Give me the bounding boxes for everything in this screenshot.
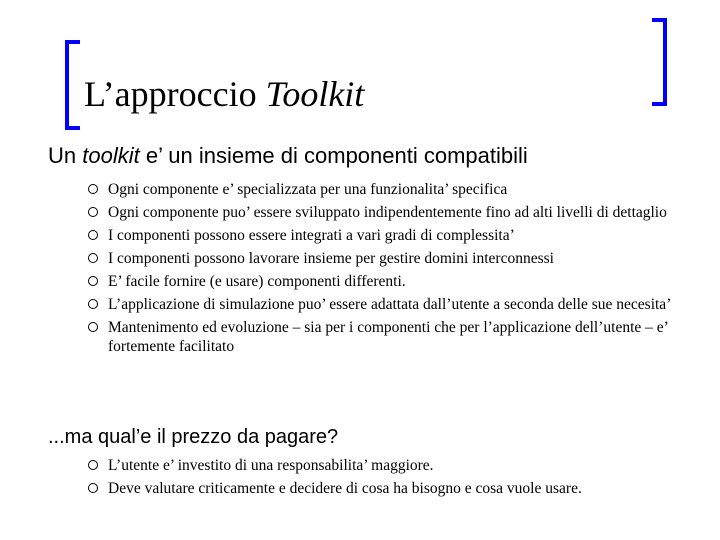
list-item bbox=[88, 227, 688, 246]
list-item bbox=[88, 181, 688, 200]
list-item bbox=[88, 480, 688, 499]
circle-bullet-icon bbox=[88, 322, 98, 332]
right-bracket-decoration bbox=[650, 18, 669, 106]
heading1-pre: Un bbox=[48, 143, 83, 168]
title-italic-text: Toolkit bbox=[265, 74, 365, 114]
list-item bbox=[88, 273, 688, 292]
slide-title bbox=[84, 70, 364, 118]
list-item bbox=[88, 204, 688, 223]
circle-bullet-icon bbox=[88, 460, 98, 470]
section-heading-price: ...ma qual’e il prezzo da pagare? bbox=[48, 426, 339, 448]
list-item bbox=[88, 457, 688, 476]
list-item-text: Mantenimento ed evoluzione – sia per i componenti che per l’applicazione dell’utente – e’ fortemente facilitato bbox=[108, 319, 668, 355]
list-item-text: E’ facile fornire (e usare) componenti differenti. bbox=[108, 273, 406, 290]
list-item-text: I componenti possono essere integrati a vari gradi di complessita’ bbox=[108, 227, 515, 244]
list-item-text: L’utente e’ investito di una responsabilita’ maggiore. bbox=[108, 457, 434, 474]
circle-bullet-icon bbox=[88, 184, 98, 194]
price-bullet-list bbox=[88, 457, 688, 503]
section-heading-toolkit bbox=[48, 143, 528, 169]
left-bracket-decoration bbox=[63, 40, 82, 130]
circle-bullet-icon bbox=[88, 207, 98, 217]
list-item-text: I componenti possono lavorare insieme per gestire domini interconnessi bbox=[108, 250, 554, 267]
circle-bullet-icon bbox=[88, 230, 98, 240]
heading1-post: e’ un insieme di componenti compatibili bbox=[139, 143, 528, 168]
list-item-text: Deve valutare criticamente e decidere di cosa ha bisogno e cosa vuole usare. bbox=[108, 480, 582, 497]
circle-bullet-icon bbox=[88, 276, 98, 286]
list-item bbox=[88, 250, 688, 269]
title-plain-text: L’approccio bbox=[84, 74, 266, 114]
list-item-text: Ogni componente e’ specializzata per una funzionalita’ specifica bbox=[108, 181, 508, 198]
list-item-text: Ogni componente puo’ essere sviluppato indipendentemente fino ad alti livelli di dettaglio bbox=[108, 204, 667, 221]
heading1-italic: toolkit bbox=[82, 143, 140, 168]
circle-bullet-icon bbox=[88, 299, 98, 309]
list-item bbox=[88, 319, 688, 356]
list-item-text: L’applicazione di simulazione puo’ essere adattata dall’utente a seconda delle sue necesita’ bbox=[108, 296, 672, 313]
list-item bbox=[88, 296, 688, 315]
circle-bullet-icon bbox=[88, 253, 98, 263]
circle-bullet-icon bbox=[88, 483, 98, 493]
toolkit-bullet-list bbox=[88, 181, 688, 361]
